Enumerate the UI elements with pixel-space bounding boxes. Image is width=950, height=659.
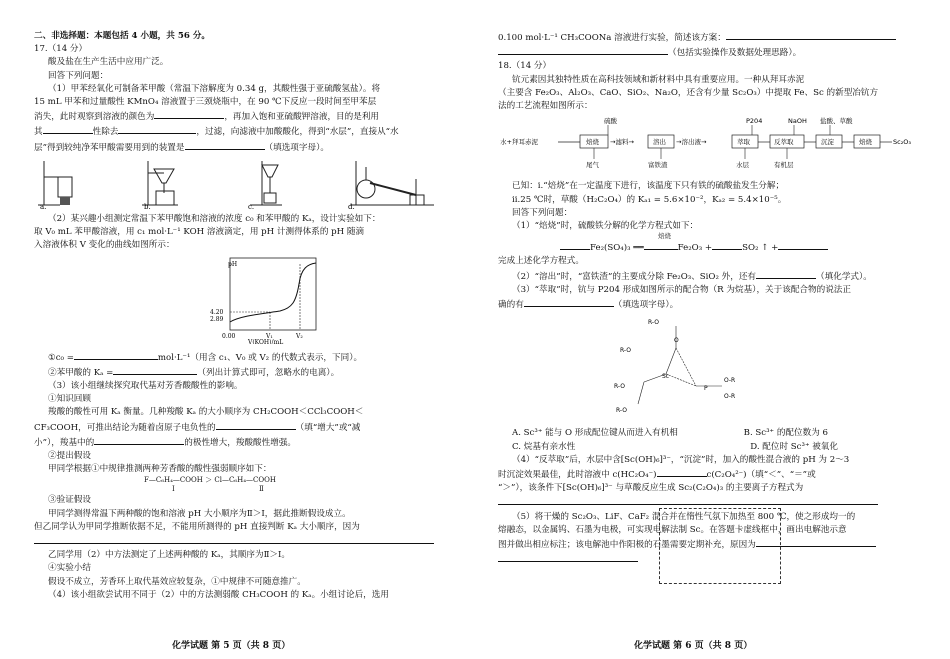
text: 时沉淀效果最佳，此时溶液中 c(HC₂O₄⁻) xyxy=(498,470,657,481)
y-tick: 2.89 xyxy=(210,316,224,324)
step-text xyxy=(34,435,438,450)
answer-blank[interactable] xyxy=(778,240,828,250)
answer-blank[interactable] xyxy=(498,552,638,562)
q17-1-line xyxy=(34,140,438,155)
options-row xyxy=(498,441,918,454)
answer-blank[interactable] xyxy=(113,365,197,375)
drawing-answer-box[interactable] xyxy=(659,508,781,584)
q18-1: （1）“焙烧”时，硫酸铁分解的化学方程式如下： xyxy=(512,221,699,232)
step-text: 但乙同学认为甲同学推断依据不足，不能用所测得的 pH 直接判断 Kₐ 大小顺序，因为 xyxy=(34,521,360,532)
step-heading: ③验证假设 xyxy=(48,495,91,506)
step-heading: ①知识回顾 xyxy=(48,394,91,405)
answer-blank[interactable] xyxy=(498,45,668,55)
byproduct-label: 尾气 xyxy=(586,161,599,170)
answer-blank[interactable] xyxy=(154,109,224,119)
answer-blank[interactable] xyxy=(560,240,590,250)
text: ①c₀ = xyxy=(48,352,74,363)
x-axis-label: V(KOH)/mL xyxy=(248,339,284,345)
q17-1-line xyxy=(34,109,438,124)
text: 图并做出相应标注；该电解池中作阳极的石墨需要定期补充，原因为 xyxy=(498,540,756,551)
section-title: 二、非选择题：本题包括 4 小题，共 56 分。 xyxy=(34,31,211,41)
q18-3 xyxy=(498,297,918,312)
flow-arrow-text: →滤料→ xyxy=(610,138,634,147)
q18-3: （3）“萃取”时，钪与 P204 形成如图所示的配合物（R 为烷基），关于该配合物的说法正 xyxy=(512,284,851,295)
label-b: b. xyxy=(144,202,151,211)
x-tick: 0.00 xyxy=(222,333,236,341)
answer-blank[interactable] xyxy=(756,269,816,279)
left-page xyxy=(34,30,438,602)
answer-blank[interactable] xyxy=(498,495,878,505)
text: 性除去 xyxy=(92,127,119,138)
q17-2-line: 入溶液体积 V 变化的曲线如图所示： xyxy=(34,240,175,251)
q17-intro: 酸及盐在生产生活中应用广泛。 xyxy=(48,57,169,68)
q18-5: 熔融态，以金属钨、石墨为电极，可实现电解法制 Sc。在答题卡虚线框中，画出电解池示意 xyxy=(498,524,847,535)
text: （包括实验操作及数据处理思路）。 xyxy=(668,48,802,59)
flow-arrow-text: →溶出液→ xyxy=(676,138,707,147)
q17-2-line: （2）某兴趣小组测定常温下苯甲酸饱和溶液的浓度 c₀ 和苯甲酸的 Kₐ，设计实验如下： xyxy=(48,213,381,224)
text: 完成上述化学方程式。 xyxy=(498,256,584,267)
text: ，再加入饱和亚硫酸钾溶液，目的是利用 xyxy=(224,112,380,123)
x-tick: V₂ xyxy=(296,333,303,341)
apparatus-b xyxy=(138,159,230,211)
answer-prompt: 回答下列问题： xyxy=(512,207,573,218)
q17-4-cont xyxy=(498,30,918,45)
process-box: 焙烧 xyxy=(586,138,599,147)
text: 确的有 xyxy=(498,300,524,311)
answer-blank[interactable] xyxy=(34,534,434,544)
text: 小”），羧基中的 xyxy=(34,437,95,448)
q17-1-line xyxy=(34,124,438,139)
x-tick: V₁ xyxy=(266,333,273,341)
text: CF₃COOH，可推出结论为随着卤原子电负性的 xyxy=(34,422,216,433)
text: Fe₂(SO₄)₃ ══ xyxy=(590,243,644,254)
reagent-label: NaOH xyxy=(788,117,807,126)
text: ②苯甲酸的 Kₐ = xyxy=(48,367,114,378)
answer-blank[interactable] xyxy=(216,420,296,430)
q17-3: （3）该小组继续探究取代基对芳香酸酸性的影响。 xyxy=(48,381,243,392)
compound-label: Ⅰ xyxy=(172,485,175,494)
options-row xyxy=(498,427,918,440)
scandium-complex-structure xyxy=(614,312,784,422)
step-text: 假设不成立，芳香环上取代基效应较复杂，①中规律不可随意推广。 xyxy=(48,576,306,587)
equation xyxy=(498,240,918,255)
step-text: 甲同学根据①中规律推测两种芳香酸的酸性强弱顺序如下： xyxy=(48,464,272,475)
compound-II: Cl—C₆H₄—COOH xyxy=(214,476,276,485)
answer-blank[interactable] xyxy=(726,30,896,40)
q17-4-cont xyxy=(498,45,918,60)
byproduct-label: 有机层 xyxy=(774,161,794,170)
text: （填选项字母）。 xyxy=(264,142,329,153)
apparatus-figures xyxy=(34,159,438,211)
answer-blank[interactable] xyxy=(43,124,93,134)
answer-prompt: 回答下列问题： xyxy=(48,70,109,81)
apparatus-d xyxy=(346,159,438,211)
text: 0.100 mol·L⁻¹ CH₃COONa 溶液进行实验，简述该方案： xyxy=(498,33,726,43)
q17-header: 17.（14 分） xyxy=(34,44,88,55)
text: c(C₂O₄²⁻)（填“＜”、“＝”或 xyxy=(706,470,816,481)
label-d: d. xyxy=(348,202,355,211)
label-a: a. xyxy=(40,202,47,211)
ligand-label: R-O xyxy=(620,347,631,355)
text: ，过滤，向滤液中加酸酸化，得到“水层”，直接从“水 xyxy=(196,127,399,138)
step-text: 羧酸的酸性可用 Kₐ 衡量。几种羧酸 Kₐ 的大小顺序为 CH₂COOH＜CCl₃COOH＜ xyxy=(48,407,364,418)
q18-intro: 钪元素因其独特性质在高科技领域和新材料中具有重要应用。一种从拜耳赤泥 xyxy=(512,74,805,85)
q18-intro: 法的工艺流程如图所示： xyxy=(498,101,593,112)
ligand-label: R-O xyxy=(614,383,625,391)
text: （填选项字母）。 xyxy=(613,300,679,311)
ligand-label: R-O xyxy=(616,407,627,415)
compound-comparison xyxy=(34,476,438,494)
q17-2-answer xyxy=(34,350,438,365)
option-b: B. Sc³⁺ 的配位数为 6 xyxy=(743,428,828,439)
process-box: 沉淀 xyxy=(821,138,834,147)
step-heading: ④实验小结 xyxy=(48,563,91,574)
y-tick: 4.20 xyxy=(210,309,224,317)
answer-blank[interactable] xyxy=(118,124,196,134)
text: Fe₂O₃ + xyxy=(677,243,713,254)
text: （2）“溶出”时，“富铁渣”的主要成分除 Fe₂O₃、SiO₂ 外，还有 xyxy=(512,271,757,282)
text: 消失，此时观察到溶液的颜色为 xyxy=(34,112,155,123)
text: （填化学式）。 xyxy=(816,271,872,282)
reagent-label: 盐酸、草酸 xyxy=(820,117,853,126)
text: 其 xyxy=(34,127,43,138)
process-flowchart xyxy=(498,115,918,173)
q17-2-answer xyxy=(34,365,438,380)
process-box: 焙烧 xyxy=(859,138,872,147)
text: SO₂ ↑ + xyxy=(742,243,779,254)
atom-label: P xyxy=(704,385,708,393)
step-text xyxy=(34,420,438,435)
step-text: 甲同学测得常温下两种酸的饱和溶液 pH 大小顺序为Ⅱ＞Ⅰ，据此推断假设成立。 xyxy=(48,508,351,519)
y-axis-label: pH xyxy=(228,261,238,269)
q17-2-line: 取 V₀ mL 苯甲酸溶液，用 c₁ mol·L⁻¹ KOH 溶液滴定，用 pH 计测得体系的 pH 随滴 xyxy=(34,227,365,238)
known-info: 已知：ⅰ.“焙烧”在一定温度下进行，该温度下只有铁的硫酸盐发生分解； xyxy=(512,181,785,192)
q17-1-line: （1）甲苯经氧化可制备苯甲酸（常温下溶解度为 0.34 g，其酸性强于亚硫酸氢盐）。将 xyxy=(48,83,381,94)
reagent-label: P204 xyxy=(746,117,763,126)
q18-1-end xyxy=(498,255,918,268)
text: （列出计算式即可，忽略水的电离）。 xyxy=(197,367,340,378)
compound-I: F—C₆H₄—COOH xyxy=(144,476,203,485)
q17-1-line: 15 mL 甲苯和过量酸性 KMnO₄ 溶液置于三颈烧瓶中，在 90 ℃下反应一段时间至甲苯层 xyxy=(34,97,377,108)
flow-product: Sc₂O₃ xyxy=(893,138,912,147)
answer-blank[interactable] xyxy=(74,350,158,360)
text: （填“增大”或“减 xyxy=(295,422,361,433)
byproduct-label: 水层 xyxy=(736,161,749,170)
answer-blank[interactable] xyxy=(94,435,184,445)
answer-blank[interactable] xyxy=(524,297,614,307)
text: 层”得到较纯净苯甲酸需要用到的装置是 xyxy=(34,142,185,153)
process-box: 溶出 xyxy=(653,138,666,147)
option-c: C. 烷基有亲水性 xyxy=(512,441,576,452)
apparatus-a xyxy=(34,159,126,211)
answer-line xyxy=(34,534,438,549)
option-d: D. 配位时 Sc³⁺ 被氧化 xyxy=(750,441,838,452)
metal-label: Sc xyxy=(662,373,670,381)
process-box: 反萃取 xyxy=(774,138,794,147)
compound-label: Ⅱ xyxy=(259,485,264,494)
known-info: ⅱ.25 ℃时，草酸（H₂C₂O₄）的 Kₐ₁ = 5.6×10⁻²，Kₐ₂ = 5.4×10⁻⁵。 xyxy=(512,194,787,205)
right-page xyxy=(498,30,918,567)
ligand-label: O-R xyxy=(724,393,736,401)
titration-curve xyxy=(200,254,330,344)
byproduct-label: 富铁渣 xyxy=(648,161,668,170)
ligand-label: O-R xyxy=(724,377,736,385)
atom-label: O xyxy=(674,337,679,345)
apparatus-c xyxy=(242,159,334,211)
answer-blank[interactable] xyxy=(657,467,707,477)
q18-4: （4）“反萃取”后，水层中含[Sc(OH)₆]³⁻，“沉淀”时，加入的酸性混合液的 pH 为 2～3 xyxy=(512,454,850,465)
answer-blank[interactable] xyxy=(712,240,742,250)
reagent-label: 硫酸 xyxy=(604,117,617,126)
step-heading: ②提出假设 xyxy=(48,451,91,462)
process-box: 萃取 xyxy=(737,138,750,147)
ligand-label: R-O xyxy=(648,319,659,327)
answer-blank[interactable] xyxy=(644,240,678,250)
step-text: 乙同学用（2）中方法测定了上述两种酸的 Kₐ，其顺序为Ⅱ＞Ⅰ。 xyxy=(48,550,291,561)
right-footer: 化学试题 第 6 页（共 8 页） xyxy=(634,641,753,651)
text: 的极性增大，羧酸酸性增强。 xyxy=(184,437,296,448)
q18-header: 18.（14 分） xyxy=(498,61,552,72)
q18-4 xyxy=(498,467,918,482)
left-footer: 化学试题 第 5 页（共 8 页） xyxy=(172,641,291,651)
q18-4: “＞”），该条件下[Sc(OH)₆]³⁻ 与草酸反应生成 Sc₂(C₂O₄)₃ 的主要离子方程式为 xyxy=(498,483,804,494)
answer-blank[interactable] xyxy=(185,140,265,150)
q17-4: （4）该小组欲尝试用不同于（2）中的方法测弱酸 CH₃COOH 的 Kₐ。小组讨论后，选用 xyxy=(48,589,389,600)
text: mol·L⁻¹（用含 c₁、V₀ 或 V₂ 的代数式表示，下同）。 xyxy=(157,352,363,363)
q18-5: （5）将干燥的 Sc₂O₃、LiF、CaF₂ 混合并在惰性气氛下加热至 800 ℃，使之形成均一的 xyxy=(512,511,856,522)
q18-2 xyxy=(498,269,918,284)
equation-condition: 焙烧 xyxy=(658,232,671,241)
label-c: c. xyxy=(248,202,255,211)
q18-intro: （主要含 Fe₂O₃、Al₂O₃、CaO、SiO₂、Na₂O，还含有少量 Sc₂O₃）中提取 Fe、Sc 的新型冶钪方 xyxy=(498,87,879,98)
greater-than: ＞ xyxy=(205,476,213,485)
flow-start: 水+拜耳赤泥 xyxy=(500,138,538,147)
option-a: A. Sc³⁺ 能与 O 形成配位键从而进入有机相 xyxy=(512,428,678,439)
